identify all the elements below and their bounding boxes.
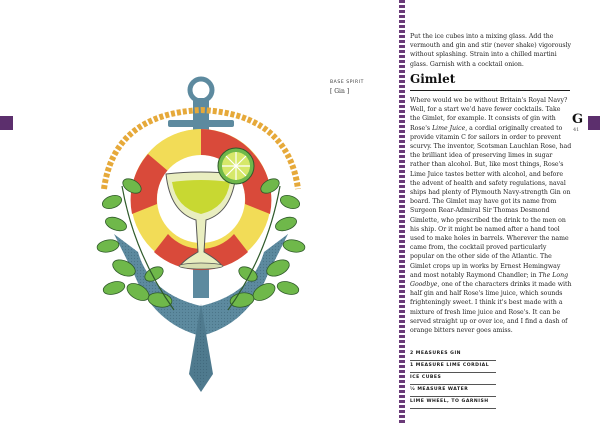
ingredient-item: LIME WHEEL, TO GARNISH xyxy=(410,398,496,409)
drink-description xyxy=(410,96,572,335)
description-part: , a cordial originally created to provide vitamin C for sailors in order to prevent scurvy. The inventor, Scotsman Lauchlan Rose, had the brilliant idea of preserving limes in sugar rather than alcohol. But, like most things, Rose's Lime Juice tastes better with alcohol, and before the advent of health and safety regulations, naval ships had plenty of Plymouth Navy-strength Gin on board. The Gimlet may have got its name from Surgeon Rear-Admiral Sir Thomas Desmond Gimlette, who prescribed the drink to the men on his ship. Or it might be named after a hand tool used to make holes in barrels. Wherever the name came from, the cocktail proved particularly popular on the other side of the Atlantic. The Gimlet crops up in works by Ernest Hemingway and most notably Raymond Chandler; in xyxy=(410,124,572,279)
side-tab-letter: G xyxy=(572,112,584,127)
left-edge-tab xyxy=(0,116,13,130)
ingredient-item: ½ MEASURE WATER xyxy=(410,386,496,397)
description-italic: The Long Goodbye xyxy=(410,271,569,289)
ingredients-list xyxy=(410,350,572,410)
anchor-ring xyxy=(190,79,212,101)
ingredient-item: 2 MEASURES GIN xyxy=(410,350,496,361)
base-spirit-value: [ Gin ] xyxy=(330,88,350,95)
base-spirit-label: BASE SPIRIT xyxy=(330,80,364,85)
drink-title: Gimlet xyxy=(410,72,456,86)
intro-paragraph: Put the ice cubes into a mixing glass. Add the vermouth and gin and stir (never shake) vigorously without splashing. Strain into a chilled martini glass. Garnish with a cocktail onion. xyxy=(410,33,572,68)
right-edge-tab xyxy=(588,116,600,130)
anchor-stock xyxy=(168,120,234,127)
side-tab-page: 41 xyxy=(573,127,580,133)
description-part: , one of the characters drinks it made with half gin and half Rose's lime juice, which sounds frighteningly sweet. I think it's best made with a mixture of fresh lime juice and Rose's. It can be served straight up or over ice, and I find a dash of orange bitters never goes amiss. xyxy=(410,281,572,335)
ingredient-item: 1 MEASURE LIME CORDIAL xyxy=(410,362,496,373)
gimlet-illustration xyxy=(94,74,309,394)
description-part: Where would we be without Britain's Royal Navy? Well, for a start we'd have fewer cocktails. Take the Gimlet, for example. It consists of gin with Rose's xyxy=(410,97,568,132)
title-rule xyxy=(410,90,570,91)
lime-wheel xyxy=(218,148,254,184)
ingredient-item: ICE CUBES xyxy=(410,374,496,385)
gutter-stripe xyxy=(399,0,405,423)
description-italic: Lime Juice xyxy=(432,124,466,132)
